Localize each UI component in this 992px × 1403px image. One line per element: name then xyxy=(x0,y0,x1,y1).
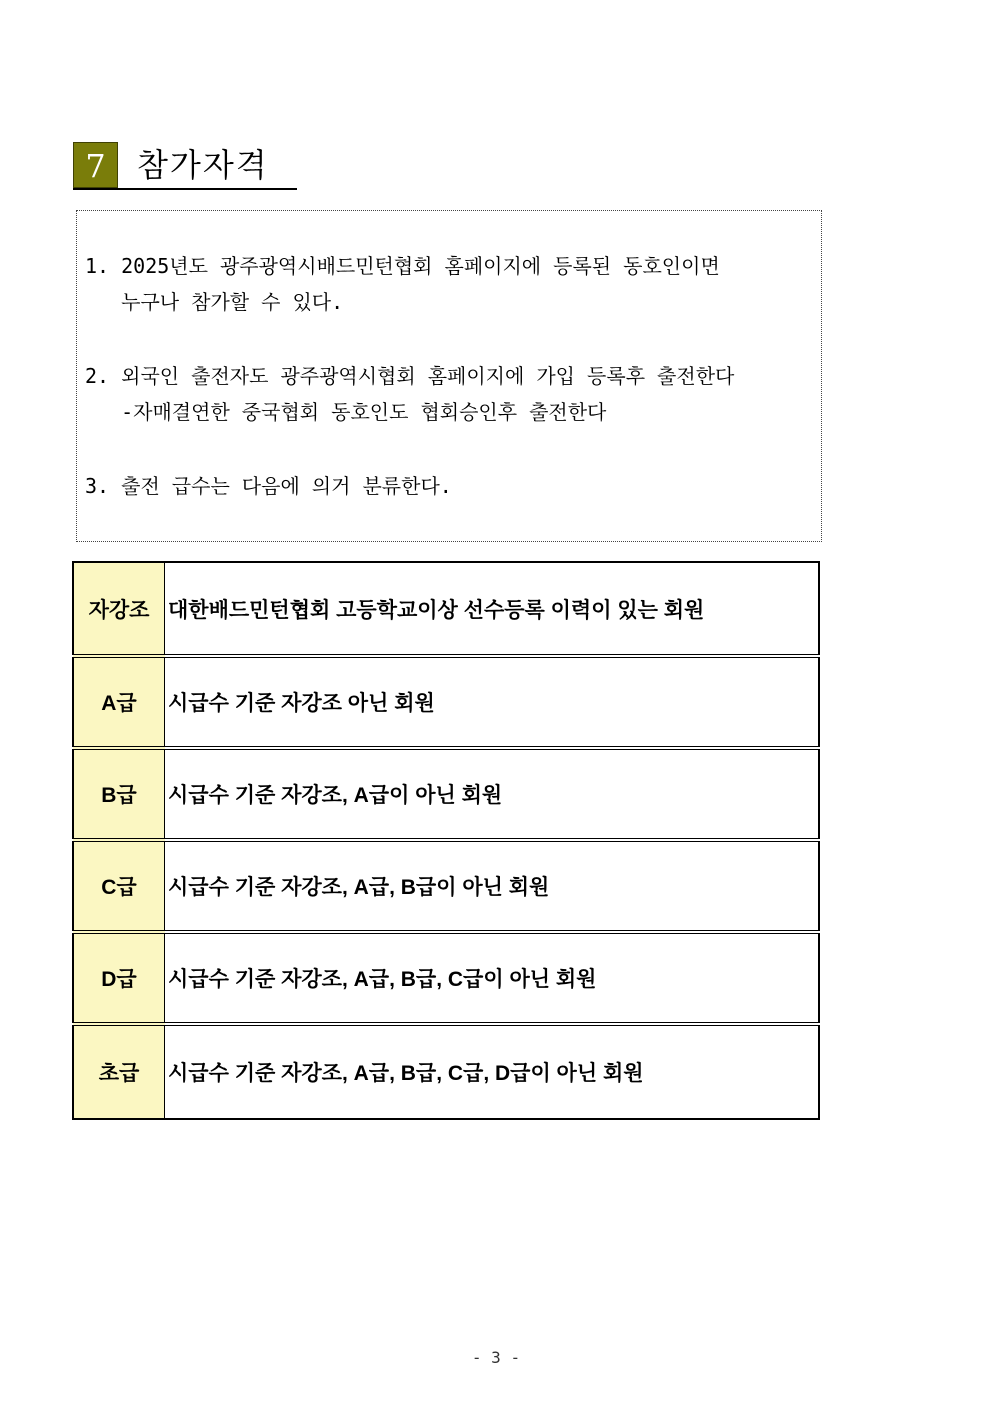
info-line-1-cont: 누구나 참가할 수 있다. xyxy=(85,290,344,314)
grade-label: B급 xyxy=(73,748,165,840)
section-number: 7 xyxy=(73,142,118,188)
info-line-1: 1. 2025년도 광주광역시배드민턴협회 홈페이지에 등록된 동호인이면 xyxy=(85,254,720,278)
grade-label: C급 xyxy=(73,840,165,932)
section-title: 참가자격 xyxy=(137,146,269,184)
grade-description: 시급수 기준 자강조, A급, B급, C급이 아닌 회원 xyxy=(165,932,820,1024)
table-row xyxy=(73,1024,819,1119)
grade-label: 자강조 xyxy=(73,562,165,656)
grade-description: 시급수 기준 자강조, A급, B급, C급, D급이 아닌 회원 xyxy=(165,1024,820,1119)
grade-description: 시급수 기준 자강조, A급, B급이 아닌 회원 xyxy=(165,840,820,932)
info-line-2-cont: -자매결연한 중국협회 동호인도 협회승인후 출전한다 xyxy=(85,400,607,424)
grade-description: 대한배드민턴협회 고등학교이상 선수등록 이력이 있는 회원 xyxy=(165,562,820,656)
info-line-2: 2. 외국인 출전자도 광주광역시협회 홈페이지에 가입 등록후 출전한다 xyxy=(85,364,735,388)
table-row xyxy=(73,932,819,1024)
grade-label: 초급 xyxy=(73,1024,165,1119)
table-row xyxy=(73,840,819,932)
grade-table xyxy=(72,561,820,1120)
info-line-3: 3. 출전 급수는 다음에 의거 분류한다. xyxy=(85,474,452,498)
section-header xyxy=(73,142,297,190)
section-underline xyxy=(73,188,297,190)
page-number: - 3 - xyxy=(471,1348,521,1367)
table-row xyxy=(73,562,819,656)
grade-description: 시급수 기준 자강조, A급이 아닌 회원 xyxy=(165,748,820,840)
grade-label: A급 xyxy=(73,656,165,748)
table-row xyxy=(73,656,819,748)
grade-description: 시급수 기준 자강조 아닌 회원 xyxy=(165,656,820,748)
table-row xyxy=(73,748,819,840)
eligibility-info-box xyxy=(76,210,822,542)
grade-label: D급 xyxy=(73,932,165,1024)
